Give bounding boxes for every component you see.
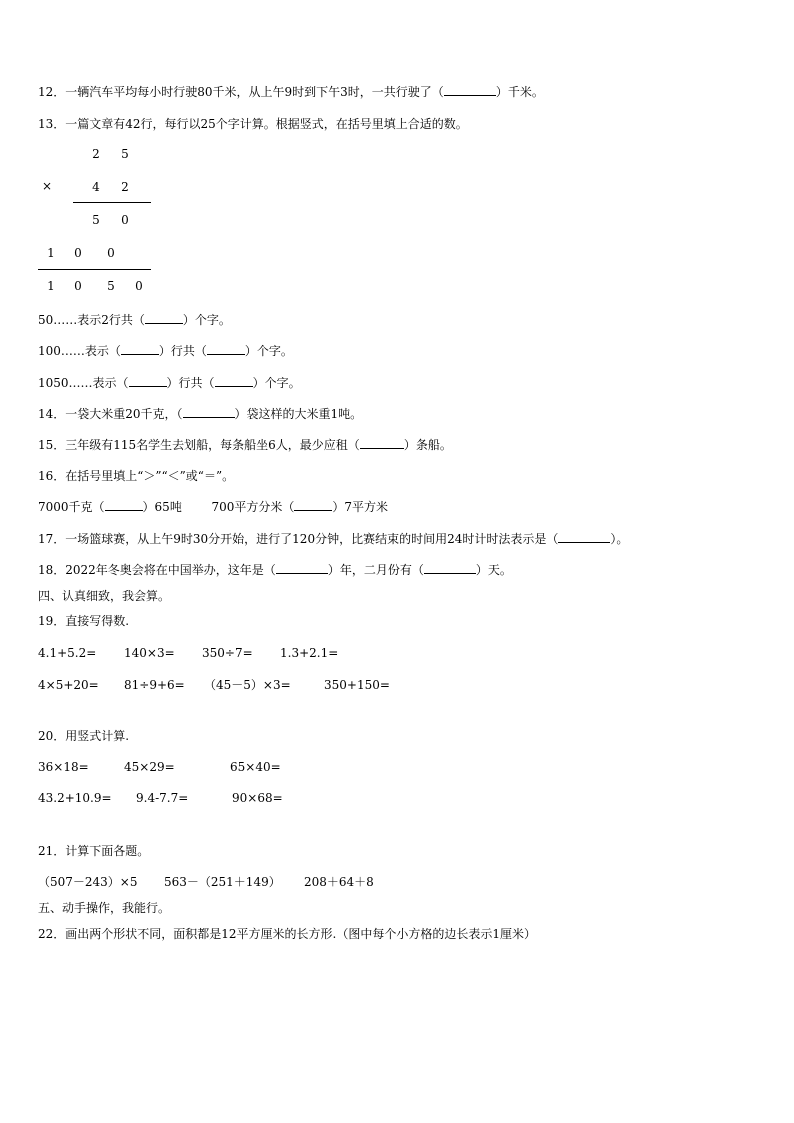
question-13-line-3: 1050……表示（ ）行共（ ）个字。 [38, 376, 301, 390]
answer-blank[interactable] [129, 375, 167, 387]
answer-blank[interactable] [424, 562, 476, 574]
digit: 5 [107, 279, 115, 293]
expression: 140×3= [124, 646, 175, 660]
question-15: 15．三年级有115名学生去划船，每条船坐6人，最少应租（ ）条船。 [38, 438, 452, 452]
expression: （507－243）×5 [38, 875, 138, 889]
vertical-multiplication [38, 140, 178, 300]
digit: 5 [121, 147, 129, 161]
expression: 36×18= [38, 760, 89, 774]
expression: 65×40= [230, 760, 281, 774]
answer-blank-12[interactable] [444, 84, 496, 96]
expression: （45－5）×3= [204, 678, 291, 692]
question-13: 13．一篇文章有42行，每行以25个字计算。根据竖式，在括号里填上合适的数。 [38, 117, 468, 131]
question-19: 19．直接写得数. [38, 614, 130, 628]
digit: 0 [74, 246, 82, 260]
question-20: 20．用竖式计算. [38, 729, 130, 743]
question-22: 22．画出两个形状不同，面积都是12平方厘米的长方形.（图中每个小方格的边长表示1厘米） [38, 927, 536, 941]
question-16-items: 7000千克（ ）65吨 700平方分米（ ）7平方米 [38, 500, 389, 514]
digit: 5 [92, 213, 100, 227]
answer-blank[interactable] [121, 343, 159, 355]
digit: 4 [92, 180, 100, 194]
oral-calc-row-2 [38, 677, 458, 693]
section-heading-5: 五、动手操作，我能行。 [38, 901, 171, 915]
digit: 1 [47, 279, 55, 293]
answer-blank[interactable] [294, 499, 332, 511]
question-21: 21．计算下面各题。 [38, 844, 150, 858]
expression: 45×29= [124, 760, 175, 774]
answer-blank[interactable] [276, 562, 328, 574]
result-line [73, 202, 151, 203]
answer-blank[interactable] [207, 343, 245, 355]
question-18: 18．2022年冬奥会将在中国举办，这年是（ ）年，二月份有（ ）天。 [38, 563, 512, 577]
answer-blank-17[interactable] [558, 531, 610, 543]
digit: 1 [47, 246, 55, 260]
answer-blank-14[interactable] [183, 406, 235, 418]
vertical-calc-row-2 [38, 790, 358, 806]
digit: 0 [135, 279, 143, 293]
expression: 9.4-7.7= [136, 791, 189, 805]
digit: 0 [121, 213, 129, 227]
expression: 43.2+10.9= [38, 791, 112, 805]
expression: 90×68= [232, 791, 283, 805]
expression: 4×5+20= [38, 678, 99, 692]
question-16: 16．在括号里填上“＞”“＜”或“＝”。 [38, 469, 235, 483]
question-13-line-2: 100……表示（ ）行共（ ）个字。 [38, 344, 293, 358]
expression: 350÷7= [202, 646, 253, 660]
answer-blank[interactable] [105, 499, 143, 511]
calc-row [38, 874, 398, 890]
expression: 350+150= [324, 678, 390, 692]
question-14: 14．一袋大米重20千克，（ ）袋这样的大米重1吨。 [38, 407, 363, 421]
digit: 0 [74, 279, 82, 293]
digit: 0 [107, 246, 115, 260]
oral-calc-row-1 [38, 645, 438, 661]
digit: 2 [92, 147, 100, 161]
sum-line [38, 269, 151, 270]
answer-blank-15[interactable] [360, 437, 404, 449]
vertical-calc-row-1 [38, 759, 358, 775]
question-12: 12．一辆汽车平均每小时行驶80千米，从上午9时到下午3时，一共行驶了（ ）千米。 [38, 85, 544, 99]
expression: 4.1+5.2= [38, 646, 97, 660]
expression: 81÷9+6= [124, 678, 185, 692]
digit: 2 [121, 180, 129, 194]
question-17: 17．一场篮球赛，从上午9时30分开始，进行了120分钟，比赛结束的时间用24时计时法表示是（ ）。 [38, 532, 629, 546]
expression: 1.3+2.1= [280, 646, 339, 660]
answer-blank[interactable] [145, 312, 183, 324]
section-heading-4: 四、认真细致，我会算。 [38, 589, 171, 603]
question-13-line-1: 50……表示2行共（ ）个字。 [38, 313, 231, 327]
answer-blank[interactable] [215, 375, 253, 387]
expression: 563－（251＋149） [164, 875, 281, 889]
multiply-sign: × [41, 179, 53, 193]
expression: 208＋64＋8 [304, 875, 374, 889]
